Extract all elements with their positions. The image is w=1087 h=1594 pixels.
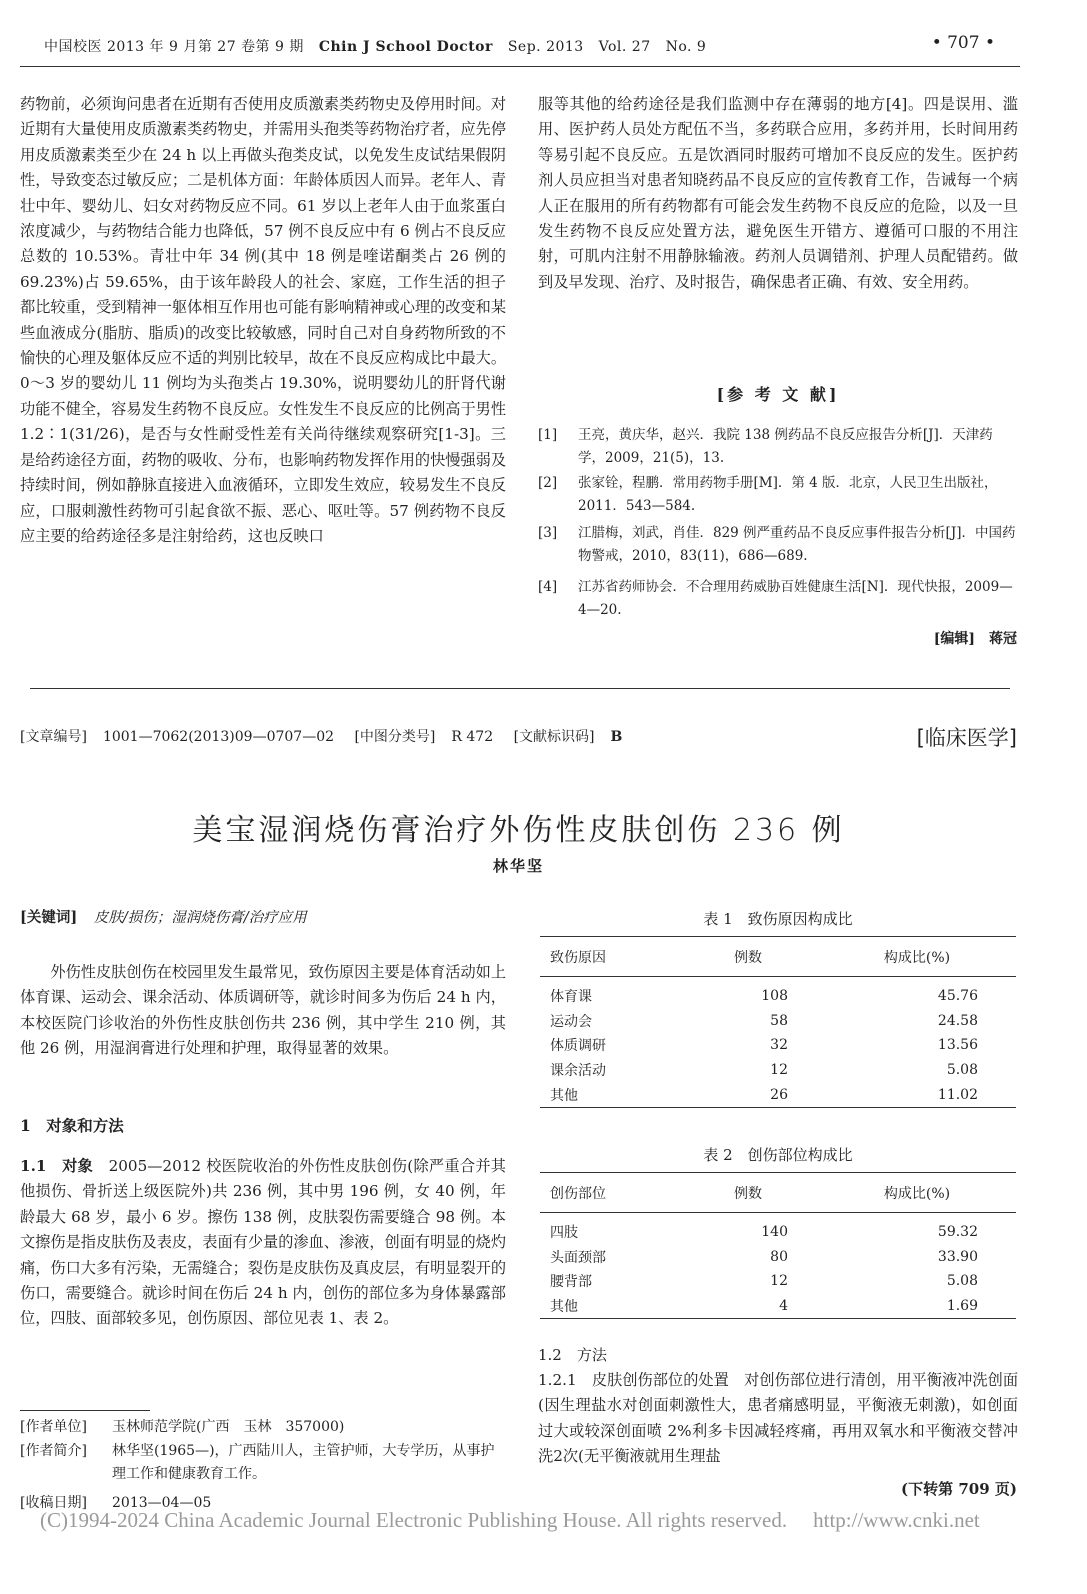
article-no: 1001—7062(2013)09—0707—02: [102, 729, 335, 745]
table-1: [540, 936, 1016, 1108]
table-row: [540, 1269, 1016, 1294]
table-header-cell: 例数: [678, 937, 818, 977]
journal-en: Chin J School Doctor: [318, 39, 493, 55]
table-cell: 45.76: [937, 988, 978, 1005]
footnote-label: [作者单位]: [20, 1419, 87, 1435]
footnote-text: 林华坚(1965—)，广西陆川人，主管护师，大专学历，从事护理工作和健康教育工作。: [112, 1443, 495, 1482]
reference-number: [3]: [538, 525, 558, 541]
keywords-value: 皮肤/损伤；湿润烧伤膏/治疗应用: [93, 910, 307, 926]
table-cell: 24.58: [937, 1012, 978, 1029]
doc-code-label: [文献标识码]: [513, 729, 595, 745]
reference-item: [538, 522, 1018, 568]
subsection-1-1: [20, 1154, 506, 1332]
footnote-text: 玉林师范学院(广西 玉林 357000): [112, 1419, 345, 1435]
references-title: [参 考 文 献]: [716, 385, 840, 404]
article-meta: [20, 726, 638, 746]
copyright-url: http://www.cnki.net: [813, 1508, 980, 1532]
table-cell: 课余活动: [550, 1063, 606, 1080]
footnote-rule: [20, 1410, 150, 1411]
article-no-label: [文章编号]: [20, 729, 87, 745]
table-cell: 33.90: [937, 1248, 978, 1265]
footnote-label: [作者简介]: [20, 1443, 87, 1459]
table-header-cell: 创伤部位: [540, 1173, 678, 1213]
table-cell: 26: [770, 1086, 788, 1103]
copyright-text: (C)1994-2024 China Academic Journal Electronic Publishing House. All rights reserved.: [40, 1508, 788, 1532]
reference-item: [538, 424, 1018, 470]
table-header-row: [540, 937, 1016, 977]
subsection-1-2-1: [538, 1368, 1018, 1470]
reference-item: [538, 472, 1018, 518]
section-category: [临床医学]: [916, 726, 1017, 750]
clc-label: [中图分类号]: [354, 729, 436, 745]
article-separator: [30, 688, 1010, 689]
reference-number: [1]: [538, 427, 558, 443]
table-cell: 头面颈部: [550, 1249, 606, 1266]
running-head: [44, 36, 716, 56]
table-cell: 其他: [550, 1087, 578, 1104]
table-header-cell: 构成比(%): [818, 937, 1016, 977]
table-header-cell: 构成比(%): [818, 1173, 1016, 1213]
reference-text: 江苏省药师协会．不合理用药威胁百姓健康生活[N]．现代快报，2009—4—20.: [578, 579, 1013, 618]
table-cell: 80: [770, 1248, 788, 1265]
table-cell: 其他: [550, 1299, 578, 1316]
table-header-cell: 例数: [678, 1173, 818, 1213]
table-cell: 腰背部: [550, 1274, 592, 1291]
table-row: [540, 1033, 1016, 1058]
table-cell: 140: [761, 1224, 788, 1241]
section-heading: 1 对象和方法: [20, 1116, 124, 1135]
volume: Vol. 27: [598, 39, 651, 55]
subsection-label: 1.1 对象: [20, 1157, 94, 1175]
table-cell: 5.08: [946, 1062, 978, 1079]
reference-text: 江腊梅，刘武，肖佳．829 例严重药品不良反应事件报告分析[J]．中国药物警戒，2010，83(11)，686—689.: [578, 525, 1016, 564]
table-cell: 13.56: [937, 1037, 978, 1054]
table-cell: 58: [770, 1012, 788, 1029]
prev-article-right-column: 服等其他的给药途径是我们监测中存在薄弱的地方[4]。四是误用、滥用、医护药人员处方配伍不当，多药联合应用，多药并用，长时间用药等易引起不良反应。五是饮酒同时服药可增加不良反应的发生。医护药剂人员应担当对患者知晓药品不良反应的宣传教育工作，告诫每一个病人正在服用的所有药物都有可能会发生药物不良反应的危险，以及一旦发生药物不良反应处置方法，避免医生开错方、遵循可口服的不用注射，可肌内注射不用静脉输液。药剂人员调错剂、护理人员配错药。做到及早发现、治疗、及时报告，确保患者正确、有效、安全用药。: [538, 95, 1018, 291]
page-number: • 707 •: [931, 33, 995, 53]
header-rule: [20, 66, 1020, 67]
table-row: [540, 1245, 1016, 1270]
table-cell: 12: [770, 1062, 788, 1079]
footnote-text: 2013—04—05: [112, 1495, 212, 1511]
clc-code: R 472: [451, 729, 494, 745]
footnote-affiliation: [20, 1416, 506, 1439]
table-cell: 体育课: [550, 989, 592, 1006]
keywords: [20, 906, 307, 927]
intro-paragraph: 外伤性皮肤创伤在校园里发生最常见，致伤原因主要是体育活动如上体育课、运动会、课余活动、体质调研等，就诊时间多为伤后 24 h 内，本校医院门诊收治的外伤性皮肤创伤共 236 例，其中学生 210 例，其他 26 例，用湿润膏进行处理和护理，取得显著的效果。: [20, 963, 507, 1058]
reference-text: 张家铨，程鹏．常用药物手册[M]．第 4 版．北京，人民卫生出版社，2011．543—584.: [578, 475, 998, 514]
subsection-text: 对创伤部位进行清创，用平衡液冲洗创面(因生理盐水对创面刺激性大，患者痛感明显，平衡液无刺激)，如创面过大或较深创面喷 2%利多卡因减轻疼痛，再用双氧水和平衡液交替冲洗2次(无平衡液就用生理盐: [538, 1371, 1018, 1466]
keywords-label: [关键词]: [20, 909, 78, 926]
journal-cn: 中国校医 2013 年 9 月第 27 卷第 9 期: [44, 39, 304, 55]
continued-note: (下转第 709 页): [901, 1480, 1017, 1498]
table-cell: 12: [770, 1273, 788, 1290]
copyright-notice: [40, 1508, 1006, 1533]
table-row: [540, 1294, 1016, 1319]
doc-code: B: [610, 729, 623, 745]
table-cell: 四肢: [550, 1225, 578, 1242]
reference-number: [4]: [538, 579, 558, 595]
subsection-text: 2005—2012 校医院收治的外伤性皮肤创伤(除严重合并其他损伤、骨折送上级医院外)共 236 例，其中男 196 例，女 40 例，年龄最大 68 岁，最小 6 岁。擦伤 138 例，皮肤裂伤需要缝合 98 例。本文擦伤是指皮肤伤及表皮，表面有少量的渗血、渗液，创面有明显的烧灼痛，伤口大多有污染，无需缝合；裂伤是皮肤伤及真皮层，有明显裂开的伤口，需要缝合。就诊时间在伤后 24 h 内，创伤的部位多为身体暴露部位，四肢、面部较多见，创伤原因、部位见表 1、表 2。: [20, 1157, 506, 1328]
table-cell: 32: [770, 1037, 788, 1054]
table-1-caption: 表 1 致伤原因构成比: [703, 910, 853, 928]
table-cell: 11.02: [937, 1086, 978, 1103]
subsection-label: 1.2.1 皮肤创伤部位的处置: [538, 1371, 729, 1389]
reference-text: 王亮，黄庆华，赵兴．我院 138 例药品不良反应报告分析[J]．天津药学，2009，21(5)，13.: [578, 427, 993, 466]
table-header-cell: 致伤原因: [540, 937, 678, 977]
table-cell: 59.32: [937, 1224, 978, 1241]
table-2: [540, 1172, 1016, 1319]
table-2-caption: 表 2 创伤部位构成比: [703, 1146, 853, 1164]
table-row: [540, 1082, 1016, 1107]
table-cell: 运动会: [550, 1013, 592, 1030]
editor-credit: [编辑] 蒋冠: [933, 631, 1017, 647]
article-author: 林华坚: [492, 857, 544, 875]
table-cell: 1.69: [946, 1298, 978, 1315]
table-cell: 5.08: [946, 1273, 978, 1290]
footnote-label: [收稿日期]: [20, 1495, 87, 1511]
table-row: [540, 1213, 1016, 1245]
subsection-1-2-heading: 1.2 方法: [538, 1346, 607, 1364]
table-row: [540, 1009, 1016, 1034]
prev-article-left-column: 药物前，必须询问患者在近期有否使用皮质激素类药物史及停用时间。对近期有大量使用皮质激素类药物史，并需用头孢类等药物治疗者，应先停用皮质激素类至少在 24 h 以上再做头孢类皮试，以免发生皮试结果假阴性，导致变态过敏反应；二是机体方面：年龄体质因人而异。老年人、青壮中年、婴幼儿、妇女对药物反应不同。61 岁以上老年人由于血浆蛋白浓度减少，与药物结合能力也降低，57 例不良反应中有 6 例占不良反应总数的 10.53%。青壮中年 34 例(其中 18 例是喹诺酮类占 26 例的 69.23%)占 59.65%，由于该年龄段人的社会、家庭，工作生活的担子都比较重，受到精神一躯体相互作用也可能有影响精神或心理的改变和某些血液成分(脂肪、脂质)的改变比较敏感，同时自己对自身药物所致的不愉快的心理及躯体反应不适的判别比较早，故在不良反应构成比中最大。0～3 岁的婴幼儿 11 例均为头孢类占 19.30%，说明婴幼儿的肝肾代谢功能不健全，容易发生药物不良反应。女性发生不良反应的比例高于男性 1.2∶1(31/26)，是否与女性耐受性差有关尚待继续观察研究[1-3]。三是给药途径方面，药物的吸收、分布，也影响药物发挥作用的快慢强弱及持续时间，例如静脉直接进入血液循环，立即发生效应，较易发生不良反应，口服刺激性药物可引起食欲不振、恶心、呕吐等。57 例药物不良反应主要的给药途径多是注射给药，这也反映口: [20, 95, 506, 545]
reference-number: [2]: [538, 475, 558, 491]
table-cell: 4: [779, 1298, 788, 1315]
table-row: [540, 977, 1016, 1009]
article-title: 美宝湿润烧伤膏治疗外伤性皮肤创伤 236 例: [192, 813, 845, 848]
table-cell: 体质调研: [550, 1038, 606, 1055]
reference-item: [538, 576, 1018, 622]
table-row: [540, 1058, 1016, 1083]
table-cell: 108: [761, 988, 788, 1005]
issue-date: Sep. 2013: [507, 39, 584, 55]
table-header-row: [540, 1173, 1016, 1213]
issue-number: No. 9: [665, 39, 707, 55]
footnote-bio: [20, 1440, 506, 1486]
